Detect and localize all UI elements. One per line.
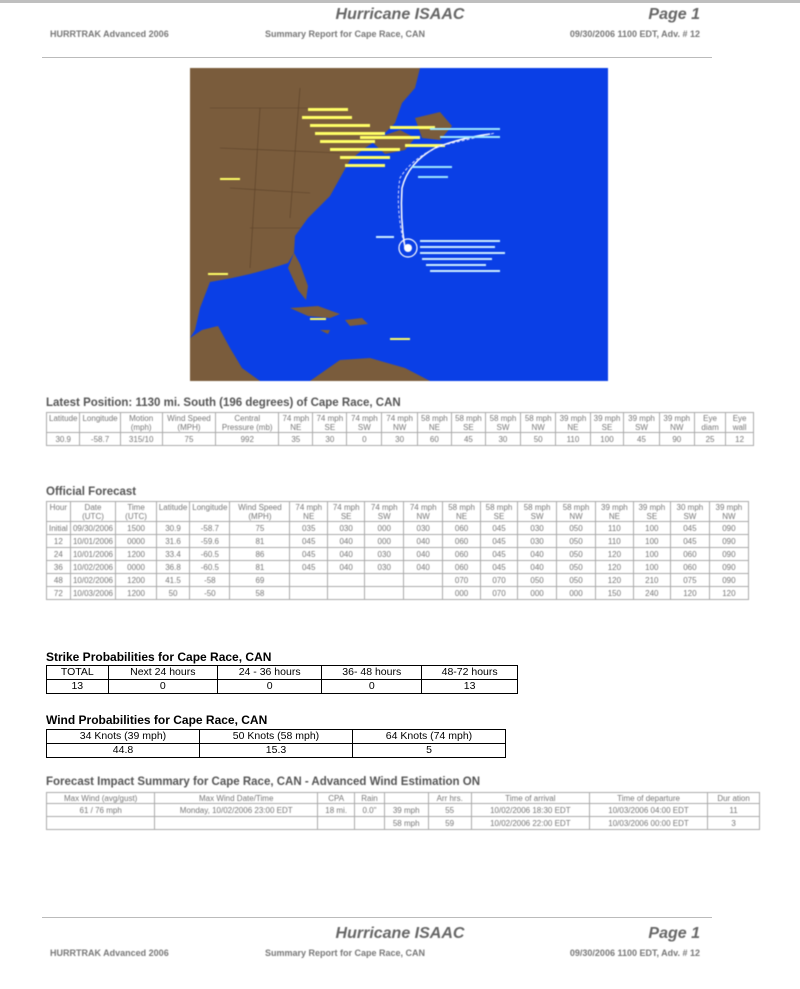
table-cell [318, 817, 355, 830]
table-cell: 045 [290, 561, 328, 574]
table-cell: 10/03/2006 [70, 587, 116, 600]
footer-software-name: HURRTRAK Advanced 2006 [50, 948, 169, 958]
report-subtitle: Summary Report for Cape Race, CAN [264, 29, 426, 39]
column-header: 74 mph SW [365, 502, 404, 522]
table-cell: 0 [218, 680, 322, 694]
table-cell: 060 [443, 561, 481, 574]
column-header: Time of departure [589, 793, 707, 804]
table-cell: 030 [365, 548, 404, 561]
table-cell: 090 [709, 522, 748, 535]
footer-divider [42, 917, 712, 918]
table-cell: 120 [596, 561, 634, 574]
table-cell: 120 [596, 574, 634, 587]
hurricane-track-map [190, 68, 608, 381]
table-header-row [47, 666, 518, 680]
wind-probabilities-title: Wind Probabilities for Cape Race, CAN [46, 713, 268, 727]
hurricane-eye [404, 244, 412, 252]
table-cell: 060 [443, 548, 481, 561]
table-cell: 55 [428, 804, 471, 817]
column-header: 39 mph SE [633, 502, 670, 522]
table-cell: 120 [596, 548, 634, 561]
table-cell: 000 [443, 587, 481, 600]
column-header: 58 mph NE [417, 413, 451, 433]
table-cell: 0 [322, 680, 422, 694]
table-cell: 090 [709, 548, 748, 561]
table-row [47, 804, 760, 817]
table-cell: 69 [230, 574, 290, 587]
column-header: 39 mph SW [624, 413, 659, 433]
column-header: 39 mph SE [590, 413, 624, 433]
table-cell: 1200 [116, 587, 156, 600]
software-name: HURRTRAK Advanced 2006 [50, 29, 169, 39]
table-header-row [47, 413, 754, 433]
table-cell: 1200 [116, 574, 156, 587]
table-cell: 110 [596, 535, 634, 548]
column-header: Motion (mph) [120, 413, 162, 433]
table-cell: 030 [328, 522, 365, 535]
table-cell: 050 [556, 561, 595, 574]
table-cell: 45 [451, 433, 485, 446]
table-cell: 210 [633, 574, 670, 587]
table-cell: Initial [47, 522, 71, 535]
table-cell [290, 587, 328, 600]
column-header: 74 mph SE [313, 413, 347, 433]
table-cell: 09/30/2006 [70, 522, 116, 535]
table-cell: 11 [708, 804, 760, 817]
table-cell: 110 [596, 522, 634, 535]
table-cell: 72 [47, 587, 71, 600]
table-cell: 110 [556, 433, 590, 446]
table-cell: 10/01/2006 [70, 548, 116, 561]
column-header: Max Wind Date/Time [155, 793, 318, 804]
table-cell: 045 [480, 535, 517, 548]
impact-summary-table [46, 792, 760, 830]
column-header: Date (UTC) [70, 502, 116, 522]
column-header: 58 mph SW [485, 413, 520, 433]
table-cell: 100 [633, 561, 670, 574]
report-title: Hurricane ISAAC [335, 6, 465, 23]
table-cell: 10/02/2006 18:30 EDT [471, 804, 589, 817]
table-cell: 050 [556, 574, 595, 587]
table-row [47, 433, 754, 446]
table-cell: 070 [443, 574, 481, 587]
table-cell: 30 [313, 433, 347, 446]
table-cell: -58 [190, 574, 230, 587]
table-cell: 040 [404, 548, 443, 561]
column-header: 48-72 hours [422, 666, 518, 680]
table-cell: 100 [633, 535, 670, 548]
table-cell: 41.5 [156, 574, 189, 587]
table-cell: 050 [518, 574, 557, 587]
table-cell: 13 [47, 680, 109, 694]
table-cell: 10/02/2006 [70, 574, 116, 587]
strike-probabilities-title: Strike Probabilities for Cape Race, CAN [46, 650, 272, 664]
table-cell: 30.9 [47, 433, 80, 446]
column-header: 39 mph NE [556, 413, 590, 433]
table-row [47, 522, 749, 535]
table-header-row [47, 793, 760, 804]
table-cell [355, 817, 385, 830]
table-cell: 10/02/2006 [70, 561, 116, 574]
column-header: 34 Knots (39 mph) [47, 730, 200, 744]
table-cell: 045 [290, 548, 328, 561]
table-header-row [47, 730, 506, 744]
table-cell: 33.4 [156, 548, 189, 561]
table-cell: 050 [556, 535, 595, 548]
column-header: Latitude [47, 413, 80, 433]
column-header: Time (UTC) [116, 502, 156, 522]
table-cell: 24 [47, 548, 71, 561]
column-header: 58 mph SW [518, 502, 557, 522]
column-header: Rain [355, 793, 385, 804]
table-cell: 150 [596, 587, 634, 600]
table-cell: 58 [230, 587, 290, 600]
official-forecast-title: Official Forecast [46, 486, 137, 498]
column-header: TOTAL [47, 666, 109, 680]
column-header: Wind Speed (MPH) [162, 413, 216, 433]
impact-summary-title: Forecast Impact Summary for Cape Race, CAN - Advanced Wind Estimation ON [46, 776, 481, 788]
column-header: Eye wall [726, 413, 754, 433]
column-header [384, 793, 428, 804]
table-cell [155, 817, 318, 830]
table-cell: 10/02/2006 22:00 EDT [471, 817, 589, 830]
wind-probabilities-table [46, 729, 506, 758]
table-cell: 100 [633, 522, 670, 535]
column-header: 30 mph SW [670, 502, 709, 522]
column-header: Longitude [80, 413, 120, 433]
column-header: 58 mph NE [443, 502, 481, 522]
table-cell [404, 587, 443, 600]
table-cell: 045 [290, 535, 328, 548]
table-cell: 30 [382, 433, 417, 446]
table-cell: 040 [328, 561, 365, 574]
table-cell: 10/03/2006 00:00 EDT [589, 817, 707, 830]
table-cell: 81 [230, 561, 290, 574]
table-row [47, 561, 749, 574]
table-cell: 81 [230, 535, 290, 548]
table-cell: Monday, 10/02/2006 23:00 EDT [155, 804, 318, 817]
table-cell: 060 [443, 535, 481, 548]
column-header: Time of arrival [471, 793, 589, 804]
table-cell: -59.6 [190, 535, 230, 548]
column-header: 74 mph SE [328, 502, 365, 522]
table-cell: 12 [47, 535, 71, 548]
table-cell: 030 [518, 535, 557, 548]
table-cell: 5 [353, 744, 506, 758]
table-cell: 090 [709, 561, 748, 574]
table-cell: 75 [230, 522, 290, 535]
official-forecast-table [46, 501, 749, 600]
footer-report-subtitle: Summary Report for Cape Race, CAN [264, 948, 426, 958]
column-header: 39 mph NE [596, 502, 634, 522]
footer-page-number: Page 1 [648, 925, 700, 942]
column-header: 74 mph NE [290, 502, 328, 522]
column-header: Longitude [190, 502, 230, 522]
table-cell: 0 [347, 433, 382, 446]
table-cell: 030 [518, 522, 557, 535]
table-cell: 10/03/2006 04:00 EDT [589, 804, 707, 817]
table-cell: 36.8 [156, 561, 189, 574]
table-cell: 050 [556, 548, 595, 561]
column-header: 24 - 36 hours [218, 666, 322, 680]
table-cell [290, 574, 328, 587]
table-cell: 58 mph [384, 817, 428, 830]
column-header: 58 mph NW [521, 413, 556, 433]
table-cell: 090 [709, 574, 748, 587]
page-number: Page 1 [648, 6, 700, 23]
table-cell: 50 [156, 587, 189, 600]
table-cell [365, 574, 404, 587]
table-cell: 30 [485, 433, 520, 446]
table-cell: 070 [480, 587, 517, 600]
table-cell: 15.3 [200, 744, 353, 758]
table-cell: 315/10 [120, 433, 162, 446]
table-cell: 120 [670, 587, 709, 600]
latest-position-title: Latest Position: 1130 mi. South (196 degrees) of Cape Race, CAN [46, 397, 401, 409]
footer-advisory-info: 09/30/2006 1100 EDT, Adv. # 12 [569, 948, 700, 958]
column-header: 64 Knots (74 mph) [353, 730, 506, 744]
table-cell: 13 [422, 680, 518, 694]
table-cell: 030 [404, 522, 443, 535]
column-header: 39 mph NW [659, 413, 694, 433]
table-cell: 060 [670, 561, 709, 574]
table-cell: 120 [709, 587, 748, 600]
table-cell: 44.8 [47, 744, 200, 758]
table-row [47, 744, 506, 758]
table-cell: 040 [404, 561, 443, 574]
table-cell: 090 [709, 535, 748, 548]
column-header: 36- 48 hours [322, 666, 422, 680]
page-footer [0, 921, 800, 961]
table-cell: 50 [521, 433, 556, 446]
page-header [0, 2, 800, 42]
table-cell: 060 [443, 522, 481, 535]
table-cell: -50 [190, 587, 230, 600]
advisory-info: 09/30/2006 1100 EDT, Adv. # 12 [569, 29, 700, 39]
column-header: Hour [47, 502, 71, 522]
table-cell: 60 [417, 433, 451, 446]
table-cell: -58.7 [190, 522, 230, 535]
table-cell: 75 [162, 433, 216, 446]
table-row [47, 817, 760, 830]
table-cell: 36 [47, 561, 71, 574]
table-cell: 000 [518, 587, 557, 600]
table-cell: 12 [726, 433, 754, 446]
table-cell: 48 [47, 574, 71, 587]
column-header: Central Pressure (mb) [216, 413, 279, 433]
table-cell: -60.5 [190, 548, 230, 561]
table-cell [404, 574, 443, 587]
table-cell: 040 [328, 548, 365, 561]
table-cell: 30.9 [156, 522, 189, 535]
table-cell: 35 [279, 433, 313, 446]
table-cell: 31.6 [156, 535, 189, 548]
table-cell: 045 [670, 522, 709, 535]
column-header: 58 mph SE [480, 502, 517, 522]
table-cell: 3 [708, 817, 760, 830]
table-cell: 040 [328, 535, 365, 548]
table-cell [365, 587, 404, 600]
column-header: Wind Speed (MPH) [230, 502, 290, 522]
column-header: 74 mph NW [404, 502, 443, 522]
strike-probabilities-table [46, 665, 518, 694]
header-divider [42, 57, 712, 58]
column-header: Arr hrs. [428, 793, 471, 804]
table-cell: 035 [290, 522, 328, 535]
table-cell: 39 mph [384, 804, 428, 817]
table-cell: 61 / 76 mph [47, 804, 155, 817]
footer-report-title: Hurricane ISAAC [335, 925, 465, 942]
latest-position-table [46, 412, 754, 446]
table-cell [328, 587, 365, 600]
table-cell: 000 [365, 522, 404, 535]
table-cell: 045 [480, 548, 517, 561]
table-cell: 45 [624, 433, 659, 446]
table-cell: 86 [230, 548, 290, 561]
table-cell: 90 [659, 433, 694, 446]
table-cell: 0000 [116, 535, 156, 548]
column-header: 74 mph NW [382, 413, 417, 433]
table-cell: 100 [633, 548, 670, 561]
table-row [47, 680, 518, 694]
column-header: Latitude [156, 502, 189, 522]
table-cell: 060 [670, 548, 709, 561]
table-cell: 18 mi. [318, 804, 355, 817]
column-header: Dur ation [708, 793, 760, 804]
column-header: 50 Knots (58 mph) [200, 730, 353, 744]
table-cell: -60.5 [190, 561, 230, 574]
column-header: 58 mph SE [451, 413, 485, 433]
table-header-row [47, 502, 749, 522]
column-header: Eye diam [694, 413, 725, 433]
table-cell: 1500 [116, 522, 156, 535]
table-cell: 240 [633, 587, 670, 600]
table-row [47, 548, 749, 561]
table-cell: 10/01/2006 [70, 535, 116, 548]
column-header: Next 24 hours [108, 666, 217, 680]
column-header: 74 mph NE [279, 413, 313, 433]
table-cell: 0 [108, 680, 217, 694]
table-cell: 25 [694, 433, 725, 446]
table-cell: 030 [365, 561, 404, 574]
table-row [47, 574, 749, 587]
table-cell [328, 574, 365, 587]
table-cell: 045 [480, 561, 517, 574]
table-cell: 0.0" [355, 804, 385, 817]
column-header: 58 mph NW [556, 502, 595, 522]
table-cell: 070 [480, 574, 517, 587]
column-header: 39 mph NW [709, 502, 748, 522]
column-header: CPA [318, 793, 355, 804]
table-cell: 0000 [116, 561, 156, 574]
table-cell: 045 [670, 535, 709, 548]
table-cell: -58.7 [80, 433, 120, 446]
table-cell: 59 [428, 817, 471, 830]
table-cell: 040 [518, 548, 557, 561]
table-cell: 992 [216, 433, 279, 446]
table-row [47, 587, 749, 600]
table-cell: 040 [404, 535, 443, 548]
table-cell: 050 [556, 522, 595, 535]
table-cell: 045 [480, 522, 517, 535]
table-cell: 100 [590, 433, 624, 446]
table-cell: 040 [518, 561, 557, 574]
table-cell: 000 [365, 535, 404, 548]
table-cell: 1200 [116, 548, 156, 561]
table-row [47, 535, 749, 548]
column-header: Max Wind (avg/gust) [47, 793, 155, 804]
table-cell [47, 817, 155, 830]
table-cell: 075 [670, 574, 709, 587]
table-cell: 000 [556, 587, 595, 600]
column-header: 74 mph SW [347, 413, 382, 433]
